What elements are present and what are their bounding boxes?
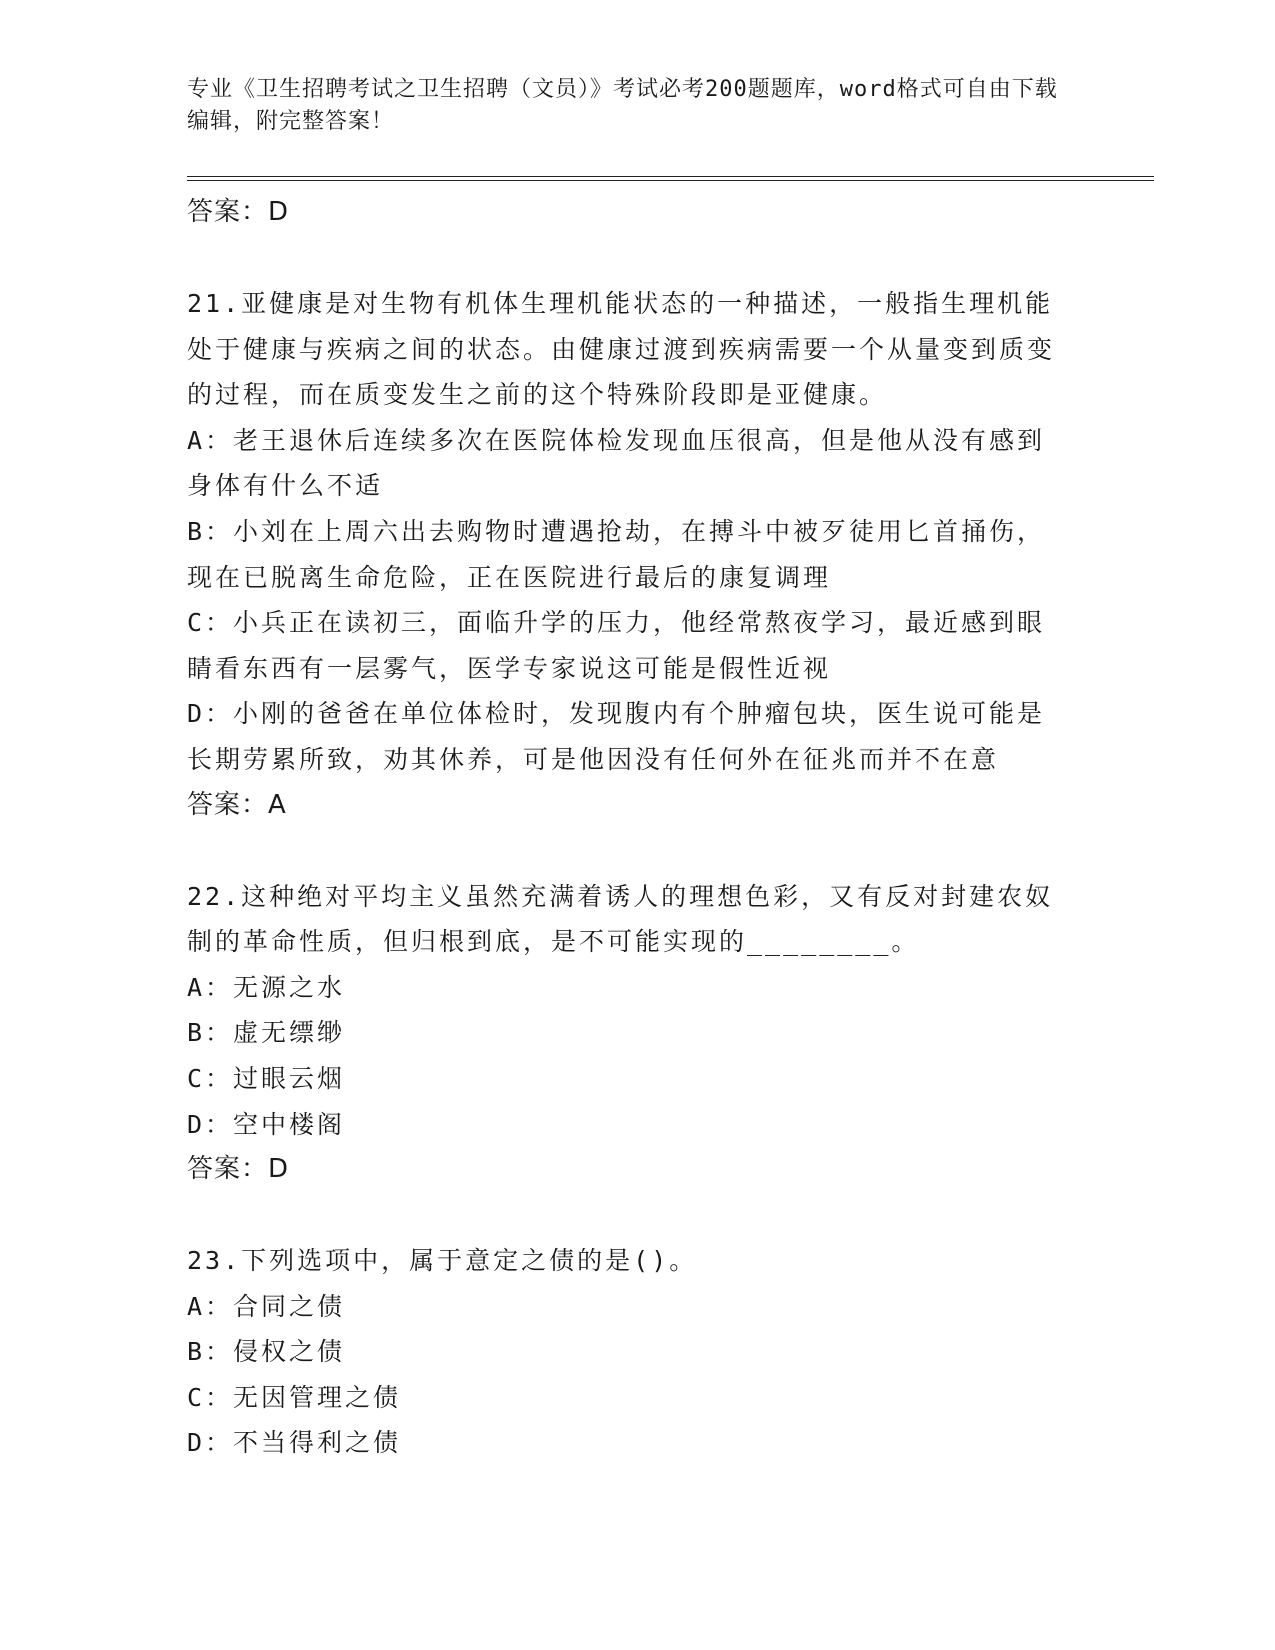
question-21 <box>187 281 1087 828</box>
question-number: 21. <box>187 289 242 318</box>
question-number: 23. <box>187 1246 242 1276</box>
question-23 <box>187 1238 1087 1466</box>
question-22-text <box>187 874 1067 965</box>
option-c: C：过眼云烟 <box>187 1063 346 1093</box>
question-23-text <box>187 1238 1067 1284</box>
question-number: 22. <box>187 881 242 911</box>
option-d: D：不当得利之债 <box>187 1428 402 1458</box>
spacer <box>187 1192 1087 1238</box>
document-header: 专业《卫生招聘考试之卫生招聘（文员）》考试必考200题题库，word格式可自由下载编辑，附完整答案！ <box>187 77 1058 134</box>
option-c: C：小兵正在读初三，面临升学的压力，他经常熬夜学习，最近感到眼睛看东西有一层雾气，医学专家说这可能是假性近视 <box>187 608 1046 683</box>
option-a: A：合同之债 <box>187 1291 346 1321</box>
answer-20: 答案：D <box>187 197 290 227</box>
option-b: B：虚无缥缈 <box>187 1018 346 1048</box>
answer-22: 答案：D <box>187 1154 290 1185</box>
header-divider <box>187 176 1154 181</box>
option-d: D：空中楼阁 <box>187 1109 346 1139</box>
question-stem: 亚健康是对生物有机体生理机能状态的一种描述，一般指生理机能处于健康与疾病之间的状态。由健康过渡到疾病需要一个从量变到质变的过程，而在质变发生之前的这个特殊阶段即是亚健康。 <box>187 289 1056 410</box>
option-c: C：无因管理之债 <box>187 1382 402 1412</box>
option-b: B：侵权之债 <box>187 1337 346 1367</box>
spacer <box>187 235 1087 281</box>
question-stem: 这种绝对平均主义虽然充满着诱人的理想色彩，又有反对封建农奴制的革命性质，但归根到底，是不可能实现的________。 <box>187 881 1054 957</box>
option-d: D：小刚的爸爸在单位体检时，发现腹内有个肿瘤包块，医生说可能是长期劳累所致，劝其休养，可是他因没有任何外在征兆而并不在意 <box>187 699 1046 774</box>
answer-21: 答案：A <box>187 789 287 820</box>
option-b: B：小刘在上周六出去购物时遭遇抢劫，在搏斗中被歹徒用匕首捅伤，现在已脱离生命危险，正在医院进行最后的康复调理 <box>187 516 1046 592</box>
question-22 <box>187 874 1087 1193</box>
option-a: A：无源之水 <box>187 972 346 1002</box>
question-list <box>187 190 1087 1466</box>
question-stem: 下列选项中，属于意定之债的是()。 <box>241 1246 698 1276</box>
question-21-text <box>187 281 1067 418</box>
spacer <box>187 828 1087 874</box>
option-a: A：老王退休后连续多次在医院体检发现血压很高，但是他从没有感到身体有什么不适 <box>187 425 1046 501</box>
